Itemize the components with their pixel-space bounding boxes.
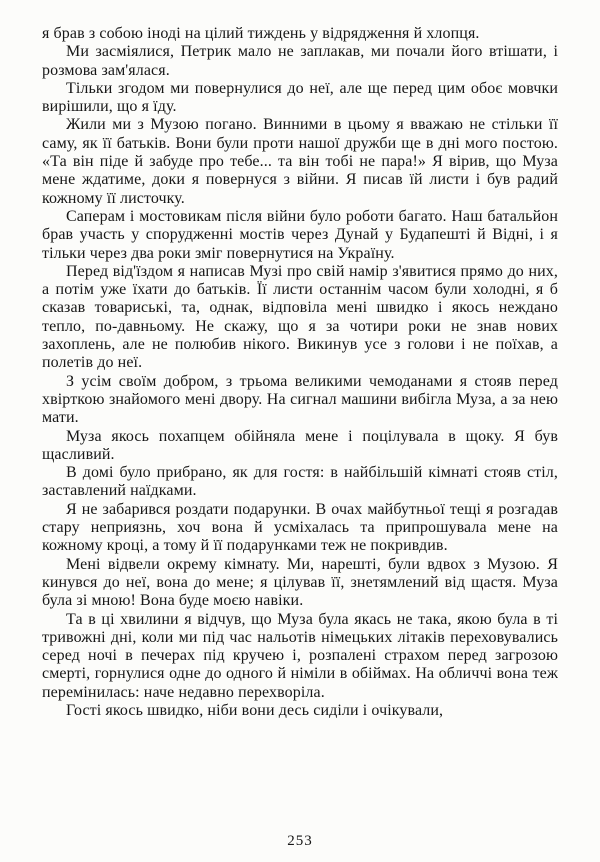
paragraph: В домі було прибрано, як для гостя: в найбільшій кімнаті стояв стіл, заставлений наїдками. <box>42 464 558 500</box>
paragraph: Та в ці хвилини я відчув, що Муза була якась не така, якою була в ті тривожні дні, коли ми під час нальотів німецьких літаків переховувались серед ночі в печерах під кручею і, розпалені страхом перед загрозою смерті, горнулися одне до одного й німіли в обіймах. На обличчі вона теж перемінилась: наче недавно перехворіла. <box>42 610 558 701</box>
page-text <box>42 25 558 720</box>
paragraph: я брав з собою іноді на цілий тиждень у відрядження й хлопця. <box>42 25 480 42</box>
paragraph: Гості якось швидко, ніби вони десь сиділи і очікували, <box>66 701 444 719</box>
paragraph: Я не забарився роздати подарунки. В очах майбутньої тещі я розгадав стару неприязнь, хоч вона й усміхалась та припрошувала мене на кожному кроці, а тому й її подарунками теж не покривдив. <box>42 500 558 555</box>
paragraph: Саперам і мостовикам після війни було роботи багато. Наш батальйон брав участь у спорудженні мостів через Дунай у Будапешті й Відні, і я тільки через два роки зміг повернутися на Україну. <box>42 207 558 262</box>
paragraph: Тільки згодом ми повернулися до неї, але ще перед цим обоє мовчки вирішили, що я їду. <box>42 79 558 116</box>
paragraph: Мені відвели окрему кімнату. Ми, нарешті, були вдвох з Музою. Я кинувся до неї, вона до мене; я цілував її, знетямлений від щастя. Муза була зі мною! Вона буде моєю навіки. <box>42 555 558 610</box>
paragraph: Муза якось похапцем обійняла мене і поцілувала в щоку. Я був щасливий. <box>42 427 558 463</box>
paragraph: З усім своїм добром, з трьома великими чемоданами я стояв перед хвірткою знайомого мені двору. На сигнал машини вибігла Муза, а за нею мати. <box>42 372 558 427</box>
page-number: 253 <box>287 833 313 849</box>
paragraph: Ми засміялися, Петрик мало не заплакав, ми почали його втішати, і розмова зам'ялася. <box>42 43 558 79</box>
paragraph: Перед від'їздом я написав Музі про свій намір з'явитися прямо до них, а потім уже їхати до батьків. Її листи останнім часом були холодні, я б сказав товариські, та, однак, відповіла мені швидко і якось неждано тепло, по-давньому. Не скажу, що я за чотири роки не знав нових захоплень, але не полюбив нікого. Викинув усе з голови і не поїхав, а полетів до неї. <box>42 262 558 372</box>
paragraph: Жили ми з Музою погано. Винними в цьому я вважаю не стільки її саму, як її батьків. Вони були проти нашої дружби ще в дні мого постою. «Та він піде й забуде про тебе... та він тобі не пара!» Я вірив, що Муза мене ждатиме, доки я повернуся з війни. Я писав їй листи і був радий кожному її листочку. <box>42 116 558 207</box>
